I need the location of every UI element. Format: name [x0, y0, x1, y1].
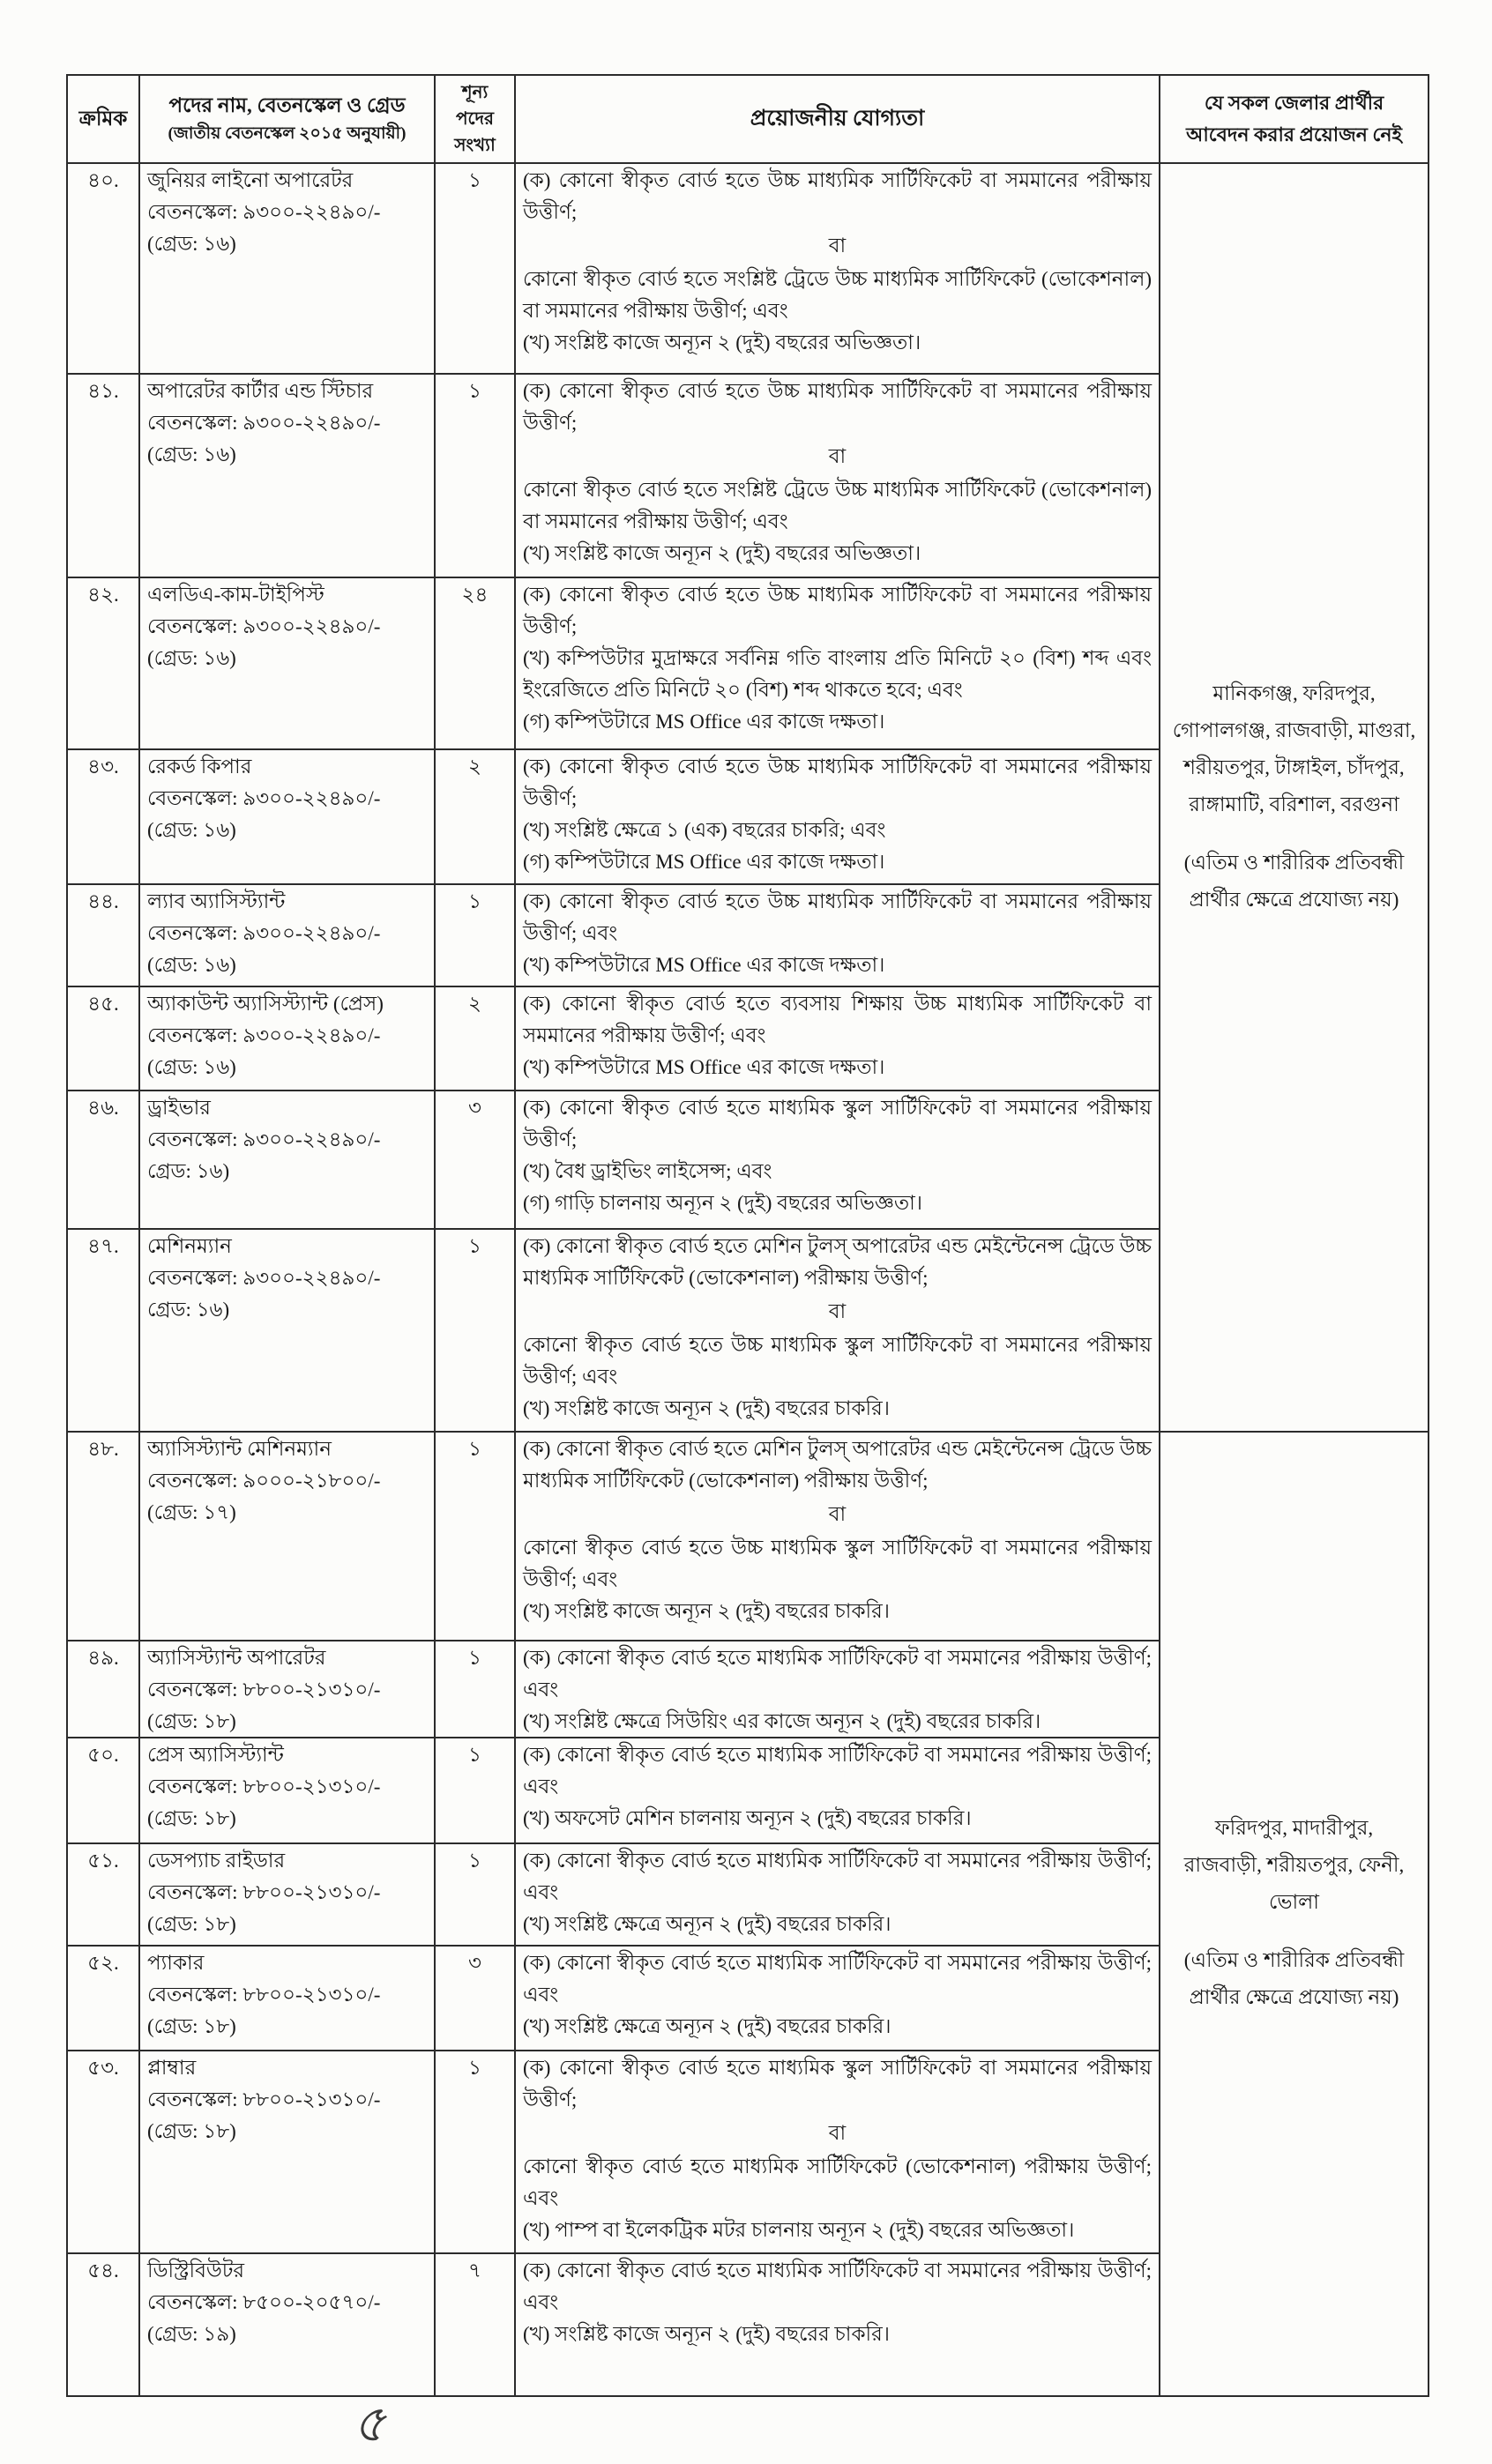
header-vacancy-cell — [435, 75, 515, 163]
recruitment-table — [66, 74, 1429, 2397]
serial-cell — [67, 1843, 139, 1946]
header-serial-cell — [67, 75, 139, 163]
qualification-list — [516, 375, 1159, 577]
qualification-item: (ক) কোনো স্বীকৃত বোর্ড হতে মেশিন টুলস্ অপারেটর এন্ড মেইন্টেনেন্স ট্রেডে উচ্চ মাধ্যমিক সার্টিফিকেট (ভোকেশনাল) পরীক্ষায় উত্তীর্ণ; — [523, 1235, 1152, 1289]
serial-number: ৪৩. — [87, 756, 119, 778]
serial-cell — [67, 577, 139, 749]
qualification-item: (ক) কোনো স্বীকৃত বোর্ড হতে মাধ্যমিক সার্টিফিকেট বা সমমানের পরীক্ষায় উত্তীর্ণ; এবং — [523, 2259, 1152, 2313]
post-name: মেশিনম্যান — [147, 1235, 232, 1257]
vacancy-cell — [435, 1641, 515, 1738]
post-info — [140, 164, 434, 373]
post-name: প্যাকার — [147, 1952, 205, 1974]
post-name: ড্রাইভার — [147, 1097, 211, 1119]
table-row — [67, 163, 1429, 374]
excluded-districts — [1160, 164, 1428, 1429]
vacancy-cell — [435, 1738, 515, 1843]
qualification-cell — [515, 163, 1160, 374]
post-info — [140, 1947, 434, 2050]
qualification-cell — [515, 1738, 1160, 1843]
qualification-cell — [515, 374, 1160, 577]
post-info — [140, 1091, 434, 1228]
post-cell — [139, 1432, 435, 1641]
serial-cell — [67, 1641, 139, 1738]
serial-cell — [67, 884, 139, 986]
serial-number: ৪৮. — [87, 1438, 119, 1460]
post-cell — [139, 749, 435, 884]
header-serial-wrap — [68, 76, 138, 162]
district-line: রাঙ্গামাটি, বরিশাল, বরগুনা — [1189, 793, 1399, 815]
post-info — [140, 1738, 434, 1842]
serial-cell — [67, 749, 139, 884]
header-qualification-wrap — [516, 76, 1159, 162]
serial-cell — [67, 1091, 139, 1229]
pay-scale: বেতনস্কেল: ৮৮০০-২১৩১০/- — [147, 1881, 381, 1903]
serial-number: ৫১. — [87, 1850, 119, 1872]
qualification-item: (খ) সংশ্লিষ্ট কাজে অন্যূন ২ (দুই) বছরের চাকরি। — [523, 1397, 891, 1419]
post-name: অ্যাসিস্ট্যান্ট মেশিনম্যান — [147, 1438, 332, 1460]
post-info — [140, 2254, 434, 2395]
post-name: অ্যাকাউন্ট অ্যাসিস্ট্যান্ট (প্রেস) — [147, 993, 384, 1015]
pay-scale: বেতনস্কেল: ৮৮০০-২১৩১০/- — [147, 1984, 381, 2006]
post-name: অপারেটর কার্টার এন্ড স্টিচার — [147, 380, 374, 402]
post-name: ডেসপ্যাচ রাইডার — [147, 1850, 286, 1872]
qualification-item: (ক) কোনো স্বীকৃত বোর্ড হতে ব্যবসায় শিক্ষায় উচ্চ মাধ্যমিক সার্টিফিকেট বা সমমানের পরীক্ষায় উত্তীর্ণ; এবং — [523, 993, 1152, 1046]
pay-scale: বেতনস্কেল: ৮৫০০-২০৫৭০/- — [147, 2291, 381, 2313]
qualification-list — [516, 164, 1159, 373]
vacancy-count: ১ — [468, 169, 481, 191]
qualification-item: (ক) কোনো স্বীকৃত বোর্ড হতে মাধ্যমিক সার্টিফিকেট বা সমমানের পরীক্ষায় উত্তীর্ণ; এবং — [523, 1850, 1152, 1903]
qualification-cell — [515, 1946, 1160, 2051]
qualification-item: (খ) সংশ্লিষ্ট কাজে অন্যূন ২ (দুই) বছরের চাকরি। — [523, 1600, 891, 1622]
qualification-list — [516, 2254, 1159, 2395]
qualification-cell — [515, 749, 1160, 884]
qualification-item: (খ) সংশ্লিষ্ট কাজে অন্যূন ২ (দুই) বছরের চাকরি। — [523, 2323, 891, 2345]
qualification-list — [516, 987, 1159, 1090]
qualification-list — [516, 1091, 1159, 1228]
header-serial: ক্রমিক — [78, 108, 128, 130]
pay-scale: বেতনস্কেল: ৯৩০০-২২৪৯০/- — [147, 201, 381, 223]
header-excluded-cell — [1160, 75, 1429, 163]
qualification-item: (গ) কম্পিউটারে MS Office এর কাজে দক্ষতা। — [523, 851, 885, 873]
post-info — [140, 578, 434, 748]
post-name: রেকর্ড কিপার — [147, 756, 252, 778]
table-row — [67, 1432, 1429, 1641]
pay-grade: (গ্রেড: ১৮) — [147, 2120, 236, 2142]
qualification-item: কোনো স্বীকৃত বোর্ড হতে উচ্চ মাধ্যমিক স্কুল সার্টিফিকেট বা সমমানের পরীক্ষায় উত্তীর্ণ; এবং — [523, 1537, 1152, 1590]
pay-grade: (গ্রেড: ১৭) — [147, 1501, 236, 1523]
pay-scale: বেতনস্কেল: ৯০০০-২১৮০০/- — [147, 1470, 381, 1492]
vacancy-cell — [435, 884, 515, 986]
qualification-cell — [515, 1843, 1160, 1946]
serial-cell — [67, 1946, 139, 2051]
header-row — [67, 75, 1429, 163]
qualification-item: কোনো স্বীকৃত বোর্ড হতে সংশ্লিষ্ট ট্রেডে উচ্চ মাধ্যমিক সার্টিফিকেট (ভোকেশনাল) বা সমমানের পরীক্ষায় উত্তীর্ণ; এবং — [523, 479, 1152, 532]
post-cell — [139, 1641, 435, 1738]
serial-number: ৫৩. — [87, 2057, 119, 2079]
qualification-item: (ক) কোনো স্বীকৃত বোর্ড হতে উচ্চ মাধ্যমিক সার্টিফিকেট বা সমমানের পরীক্ষায় উত্তীর্ণ; — [523, 756, 1152, 809]
qualification-list — [516, 578, 1159, 748]
post-info — [140, 375, 434, 577]
vacancy-cell — [435, 1432, 515, 1641]
qualification-cell — [515, 884, 1160, 986]
excluded-districts-cell — [1160, 163, 1429, 1432]
serial-cell — [67, 2051, 139, 2253]
pay-scale: বেতনস্কেল: ৯৩০০-২২৪৯০/- — [147, 1267, 381, 1289]
qualification-cell — [515, 2051, 1160, 2253]
exemption-note-line: (এতিম ও শারীরিক প্রতিবন্ধী — [1183, 1949, 1405, 1971]
post-cell — [139, 577, 435, 749]
qualification-list — [516, 750, 1159, 883]
qualification-or: বা — [828, 1300, 847, 1322]
vacancy-cell — [435, 2051, 515, 2253]
pay-scale: বেতনস্কেল: ৯৩০০-২২৪৯০/- — [147, 1128, 381, 1150]
qualification-item: (খ) কম্পিউটারে MS Office এর কাজে দক্ষতা। — [523, 954, 885, 976]
header-excluded-line: আবেদন করার প্রয়োজন নেই — [1186, 123, 1402, 145]
post-info — [140, 885, 434, 986]
qualification-list — [516, 1947, 1159, 2050]
qualification-list — [516, 1433, 1159, 1640]
pay-scale: বেতনস্কেল: ৯৩০০-২২৪৯০/- — [147, 615, 381, 637]
serial-cell — [67, 1432, 139, 1641]
post-cell — [139, 1946, 435, 2051]
pay-scale: বেতনস্কেল: ৮৮০০-২১৩১০/- — [147, 1679, 381, 1701]
table-body — [67, 163, 1429, 2396]
qualification-item: (ক) কোনো স্বীকৃত বোর্ড হতে উচ্চ মাধ্যমিক সার্টিফিকেট বা সমমানের পরীক্ষায় উত্তীর্ণ; — [523, 169, 1152, 223]
district-line: মানিকগঞ্জ, ফরিদপুর, — [1212, 681, 1376, 704]
qualification-item: (খ) সংশ্লিষ্ট কাজে অন্যূন ২ (দুই) বছরের অভিজ্ঞতা। — [523, 542, 921, 564]
qualification-item: (গ) গাড়ি চালনায় অন্যূন ২ (দুই) বছরের অভিজ্ঞতা। — [523, 1192, 923, 1214]
vacancy-count: ৭ — [468, 2259, 481, 2282]
serial-number: ৪৪. — [87, 890, 119, 912]
qualification-item: (খ) বৈধ ড্রাইভিং লাইসেন্স; এবং — [523, 1160, 772, 1182]
post-cell — [139, 1738, 435, 1843]
vacancy-count: ১ — [468, 1850, 481, 1872]
vacancy-cell — [435, 1843, 515, 1946]
excluded-districts — [1160, 1433, 1428, 2393]
pay-grade: (গ্রেড: ১৮) — [147, 2015, 236, 2037]
post-name: প্রেস অ্যাসিস্ট্যান্ট — [147, 1744, 284, 1766]
post-cell — [139, 2253, 435, 2396]
qualification-item: (ক) কোনো স্বীকৃত বোর্ড হতে মাধ্যমিক স্কুল সার্টিফিকেট বা সমমানের পরীক্ষায় উত্তীর্ণ; — [523, 2057, 1152, 2110]
vacancy-cell — [435, 163, 515, 374]
vacancy-cell — [435, 577, 515, 749]
qualification-item: (খ) সংশ্লিষ্ট ক্ষেত্রে অন্যূন ২ (দুই) বছরের চাকরি। — [523, 1913, 891, 1935]
serial-cell — [67, 986, 139, 1091]
serial-number: ৪৬. — [87, 1097, 119, 1119]
district-line: ফরিদপুর, মাদারীপুর, — [1214, 1817, 1374, 1839]
vacancy-count: ১ — [468, 890, 481, 912]
post-cell — [139, 1229, 435, 1432]
qualification-item: (ক) কোনো স্বীকৃত বোর্ড হতে মাধ্যমিক স্কুল সার্টিফিকেট বা সমমানের পরীক্ষায় উত্তীর্ণ; — [523, 1097, 1152, 1150]
qualification-list — [516, 1641, 1159, 1737]
qualification-item: (খ) পাম্প বা ইলেকট্রিক মটর চালনায় অন্যূন ২ (দুই) বছরের অভিজ্ঞতা। — [523, 2219, 1075, 2241]
qualification-item: (খ) কম্পিউটারে MS Office এর কাজে দক্ষতা। — [523, 1056, 885, 1078]
post-name: প্লাম্বার — [147, 2057, 197, 2079]
qualification-or: বা — [828, 234, 847, 257]
qualification-item: (ক) কোনো স্বীকৃত বোর্ড হতে উচ্চ মাধ্যমিক সার্টিফিকেট বা সমমানের পরীক্ষায় উত্তীর্ণ; — [523, 380, 1152, 434]
vacancy-count: ১ — [468, 1438, 481, 1460]
pay-scale: বেতনস্কেল: ৮৮০০-২১৩১০/- — [147, 1775, 381, 1798]
page-number: ৫ — [353, 2395, 386, 2453]
qualification-list — [516, 2051, 1159, 2252]
qualification-item: কোনো স্বীকৃত বোর্ড হতে সংশ্লিষ্ট ট্রেডে উচ্চ মাধ্যমিক সার্টিফিকেট (ভোকেশনাল) বা সমমানের পরীক্ষায় উত্তীর্ণ; এবং — [523, 268, 1152, 322]
qualification-or: বা — [828, 445, 847, 467]
exemption-note — [1184, 845, 1404, 919]
header-vacancy-wrap — [436, 76, 514, 162]
post-cell — [139, 986, 435, 1091]
pay-grade: (গ্রেড: ১৮) — [147, 1807, 236, 1829]
pay-grade: (গ্রেড: ১৯) — [147, 2323, 236, 2345]
qualification-item: (খ) অফসেট মেশিন চালনায় অন্যূন ২ (দুই) বছরের চাকরি। — [523, 1807, 972, 1829]
pay-scale: বেতনস্কেল: ৯৩০০-২২৪৯০/- — [147, 787, 381, 809]
qualification-list — [516, 885, 1159, 986]
qualification-cell — [515, 986, 1160, 1091]
district-line: শরীয়তপুর, টাঙ্গাইল, চাঁদপুর, — [1183, 756, 1405, 778]
qualification-item: (খ) সংশ্লিষ্ট ক্ষেত্রে ১ (এক) বছরের চাকরি; এবং — [523, 819, 886, 841]
pay-scale: বেতনস্কেল: ৯৩০০-২২৪৯০/- — [147, 922, 381, 944]
header-excluded-line: যে সকল জেলার প্রার্থীর — [1204, 92, 1384, 114]
post-info — [140, 1230, 434, 1431]
serial-cell — [67, 1738, 139, 1843]
pay-grade: গ্রেড: ১৬) — [147, 1299, 230, 1321]
serial-number: ৪৫. — [87, 993, 119, 1015]
serial-cell — [67, 374, 139, 577]
pay-grade: (গ্রেড: ১৬) — [147, 233, 236, 255]
exemption-note-line: প্রার্থীর ক্ষেত্রে প্রযোজ্য নয়) — [1189, 888, 1399, 911]
header-qualification-cell — [515, 75, 1160, 163]
qualification-or: বা — [828, 2122, 847, 2144]
district-line: গোপালগঞ্জ, রাজবাড়ী, মাগুরা, — [1172, 718, 1416, 741]
serial-number: ৫২. — [87, 1952, 119, 1974]
pay-grade: (গ্রেড: ১৬) — [147, 647, 236, 669]
exemption-note-line: প্রার্থীর ক্ষেত্রে প্রযোজ্য নয়) — [1189, 1986, 1399, 2008]
qualification-item: (ক) কোনো স্বীকৃত বোর্ড হতে মাধ্যমিক সার্টিফিকেট বা সমমানের পরীক্ষায় উত্তীর্ণ; এবং — [523, 1952, 1152, 2006]
serial-number: ৫০. — [87, 1744, 119, 1766]
post-cell — [139, 884, 435, 986]
header-post-title: পদের নাম, বেতনস্কেল ও গ্রেড — [168, 94, 406, 116]
post-cell — [139, 2051, 435, 2253]
post-name: জুনিয়র লাইনো অপারেটর — [147, 169, 354, 191]
qualification-item: কোনো স্বীকৃত বোর্ড হতে মাধ্যমিক সার্টিফিকেট (ভোকেশনাল) পরীক্ষায় উত্তীর্ণ; এবং — [523, 2155, 1152, 2209]
vacancy-count: ১ — [468, 1235, 481, 1257]
post-info — [140, 750, 434, 883]
post-info — [140, 1433, 434, 1640]
excluded-districts-cell — [1160, 1432, 1429, 2396]
qualification-list — [516, 1844, 1159, 1945]
qualification-item: (খ) কম্পিউটার মুদ্রাক্ষরে সর্বনিম্ন গতি বাংলায় প্রতি মিনিটে ২০ (বিশ) শব্দ এবং ইংরেজিতে প্রতি মিনিটে ২০ (বিশ) শব্দ থাকতে হবে; এবং — [523, 647, 1152, 701]
header-vacancy-line: পদের — [455, 109, 495, 129]
serial-number: ৪২. — [87, 584, 119, 606]
qualification-item: (ক) কোনো স্বীকৃত বোর্ড হতে মেশিন টুলস্ অপারেটর এন্ড মেইন্টেনেন্স ট্রেডে উচ্চ মাধ্যমিক সার্টিফিকেট (ভোকেশনাল) পরীক্ষায় উত্তীর্ণ; — [523, 1438, 1152, 1492]
header-post-cell — [139, 75, 435, 163]
qualification-item: (ক) কোনো স্বীকৃত বোর্ড হতে উচ্চ মাধ্যমিক সার্টিফিকেট বা সমমানের পরীক্ষায় উত্তীর্ণ; এবং — [523, 890, 1152, 944]
post-info — [140, 2051, 434, 2252]
qualification-item: (ক) কোনো স্বীকৃত বোর্ড হতে মাধ্যমিক সার্টিফিকেট বা সমমানের পরীক্ষায় উত্তীর্ণ; এবং — [523, 1647, 1152, 1701]
serial-cell — [67, 163, 139, 374]
header-vacancy-line: শূন্য — [461, 83, 489, 102]
pay-scale: বেতনস্কেল: ৯৩০০-২২৪৯০/- — [147, 1024, 381, 1046]
header-vacancy-line: সংখ্যা — [454, 136, 496, 155]
pay-grade: (গ্রেড: ১৮) — [147, 1913, 236, 1935]
vacancy-cell — [435, 1091, 515, 1229]
serial-number: ৪০. — [87, 169, 119, 191]
qualification-cell — [515, 1641, 1160, 1738]
serial-number: ৪১. — [87, 380, 119, 402]
qualification-cell — [515, 1229, 1160, 1432]
header-qualification: প্রয়োজনীয় যোগ্যতা — [750, 107, 925, 130]
serial-cell — [67, 1229, 139, 1432]
post-info — [140, 1844, 434, 1945]
qualification-item: (ক) কোনো স্বীকৃত বোর্ড হতে মাধ্যমিক সার্টিফিকেট বা সমমানের পরীক্ষায় উত্তীর্ণ; এবং — [523, 1744, 1152, 1798]
pay-grade: (গ্রেড: ১৮) — [147, 1710, 236, 1732]
qualification-or: বা — [828, 1503, 847, 1525]
vacancy-cell — [435, 1946, 515, 2051]
qualification-cell — [515, 577, 1160, 749]
pay-scale: বেতনস্কেল: ৮৮০০-২১৩১০/- — [147, 2088, 381, 2110]
post-cell — [139, 163, 435, 374]
pay-grade: গ্রেড: ১৬) — [147, 1160, 230, 1182]
serial-cell — [67, 2253, 139, 2396]
serial-number: ৫৪. — [87, 2259, 119, 2282]
post-cell — [139, 1843, 435, 1946]
post-name: এলডিএ-কাম-টাইপিস্ট — [147, 584, 325, 606]
vacancy-cell — [435, 749, 515, 884]
qualification-item: (গ) কম্পিউটারে MS Office এর কাজে দক্ষতা। — [523, 711, 885, 733]
post-info — [140, 987, 434, 1090]
vacancy-count: ২ — [468, 993, 481, 1015]
qualification-item: (খ) সংশ্লিষ্ট কাজে অন্যূন ২ (দুই) বছরের অভিজ্ঞতা। — [523, 331, 921, 354]
qualification-item: (খ) সংশ্লিষ্ট ক্ষেত্রে সিউয়িং এর কাজে অন্যূন ২ (দুই) বছরের চাকরি। — [523, 1710, 1041, 1732]
vacancy-count: ১ — [468, 380, 481, 402]
exemption-note — [1184, 1942, 1404, 2016]
vacancy-cell — [435, 986, 515, 1091]
post-info — [140, 1641, 434, 1737]
post-cell — [139, 374, 435, 577]
vacancy-count: ১ — [468, 1647, 481, 1669]
vacancy-cell — [435, 2253, 515, 2396]
post-name: অ্যাসিস্ট্যান্ট অপারেটর — [147, 1647, 326, 1669]
qualification-cell — [515, 2253, 1160, 2396]
vacancy-count: ১ — [468, 1744, 481, 1766]
header-post-subtitle: (জাতীয় বেতনস্কেল ২০১৫ অনুযায়ী) — [168, 124, 407, 143]
qualification-list — [516, 1738, 1159, 1842]
qualification-cell — [515, 1432, 1160, 1641]
qualification-item: কোনো স্বীকৃত বোর্ড হতে উচ্চ মাধ্যমিক স্কুল সার্টিফিকেট বা সমমানের পরীক্ষায় উত্তীর্ণ; এবং — [523, 1334, 1152, 1388]
qualification-item: (খ) সংশ্লিষ্ট ক্ষেত্রে অন্যূন ২ (দুই) বছরের চাকরি। — [523, 2015, 891, 2037]
serial-number: ৪৯. — [87, 1647, 119, 1669]
pay-grade: (গ্রেড: ১৬) — [147, 1056, 236, 1078]
header-post-wrap — [140, 76, 434, 162]
post-name: ল্যাব অ্যাসিস্ট্যান্ট — [147, 890, 286, 912]
qualification-item: (ক) কোনো স্বীকৃত বোর্ড হতে উচ্চ মাধ্যমিক সার্টিফিকেট বা সমমানের পরীক্ষায় উত্তীর্ণ; — [523, 584, 1152, 637]
pay-grade: (গ্রেড: ১৬) — [147, 443, 236, 465]
pay-grade: (গ্রেড: ১৬) — [147, 954, 236, 976]
district-line: ভোলা — [1269, 1891, 1319, 1913]
vacancy-count: ২ — [468, 756, 481, 778]
post-name: ডিস্ট্রিবিউটর — [147, 2259, 245, 2282]
pay-grade: (গ্রেড: ১৬) — [147, 819, 236, 841]
vacancy-cell — [435, 1229, 515, 1432]
vacancy-count: ২৪ — [461, 584, 489, 606]
qualification-cell — [515, 1091, 1160, 1229]
qualification-list — [516, 1230, 1159, 1431]
vacancy-count: ১ — [468, 2057, 481, 2079]
district-line: রাজবাড়ী, শরীয়তপুর, ফেনী, — [1183, 1854, 1405, 1876]
exemption-note-line: (এতিম ও শারীরিক প্রতিবন্ধী — [1183, 851, 1405, 874]
vacancy-count: ৩ — [468, 1952, 481, 1974]
post-cell — [139, 1091, 435, 1229]
serial-number: ৪৭. — [87, 1235, 119, 1257]
pay-scale: বেতনস্কেল: ৯৩০০-২২৪৯০/- — [147, 412, 381, 434]
vacancy-cell — [435, 374, 515, 577]
header-excluded-wrap — [1160, 76, 1428, 162]
vacancy-count: ৩ — [468, 1097, 481, 1119]
